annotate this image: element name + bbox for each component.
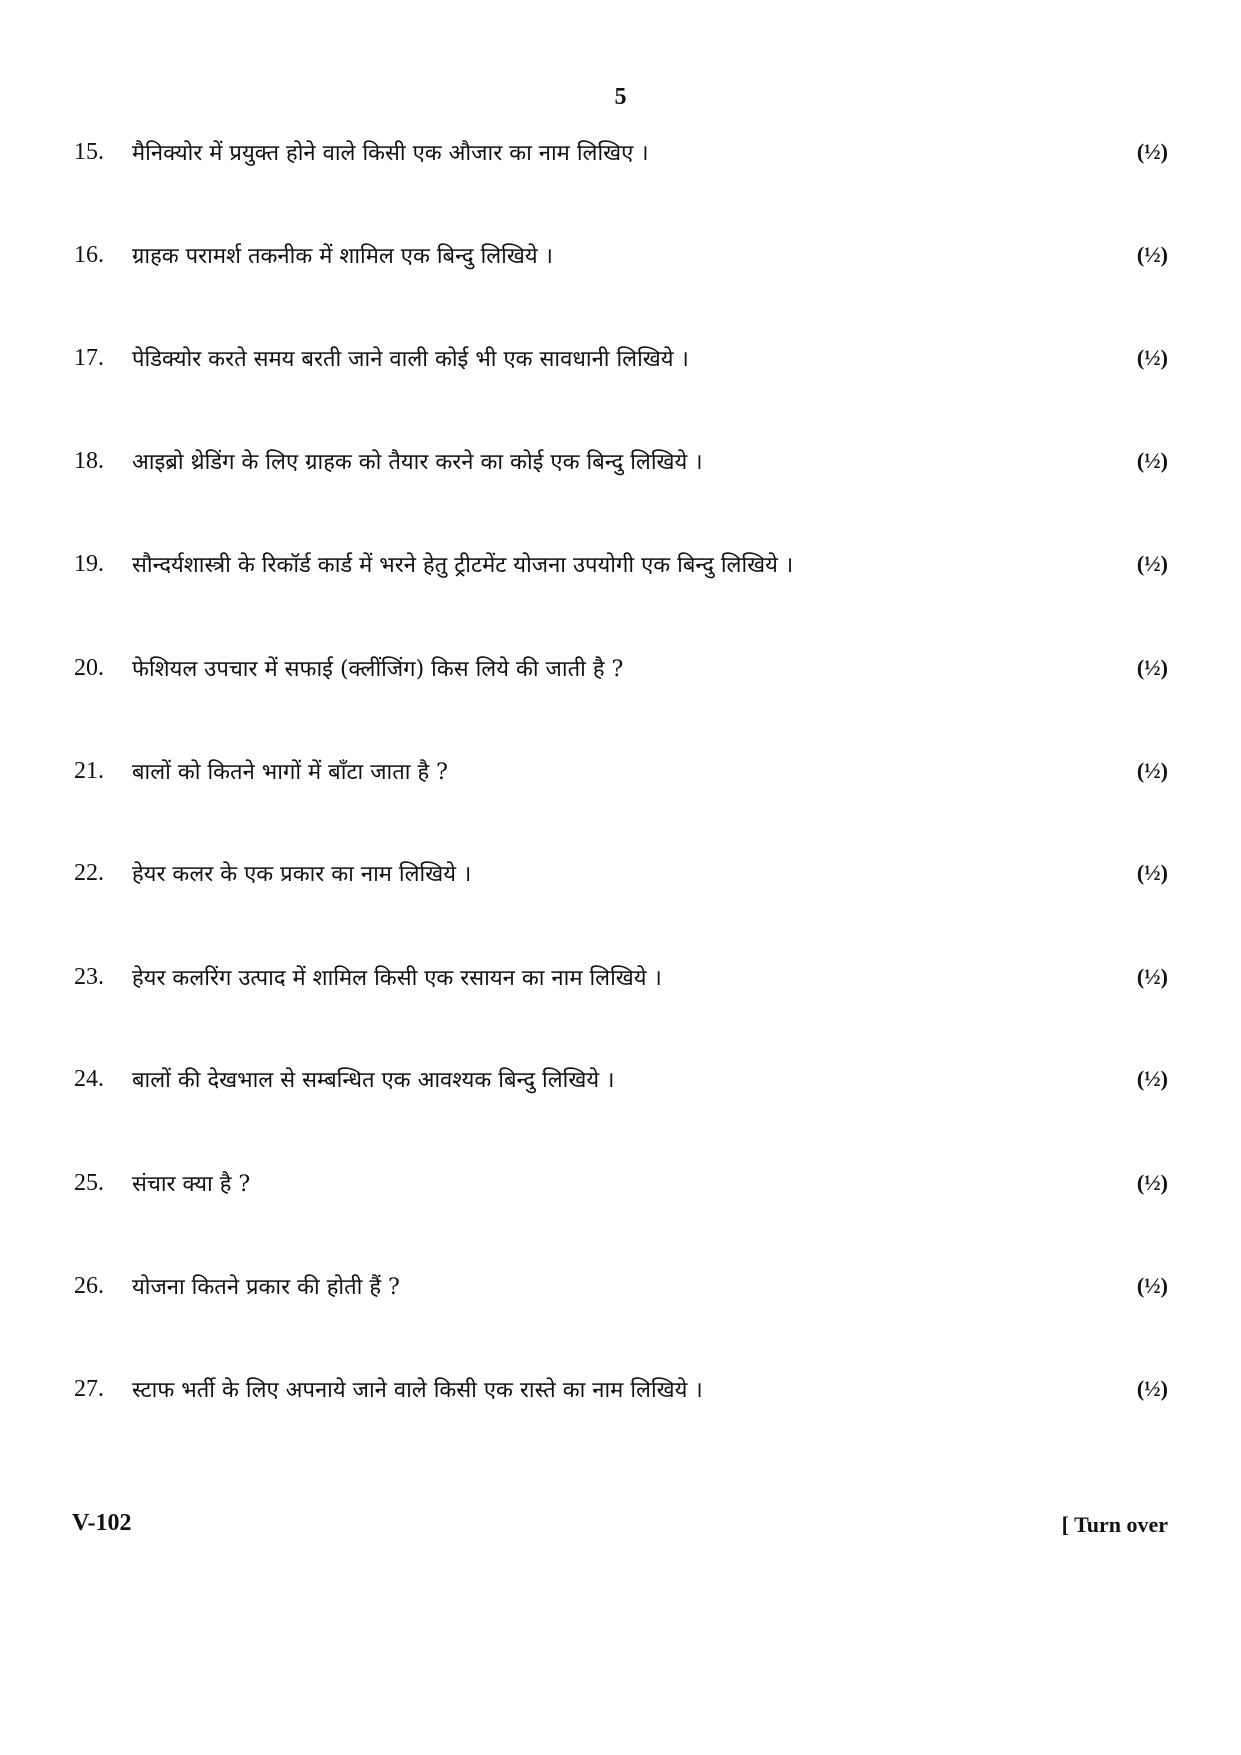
question-number: 26. <box>74 1272 104 1299</box>
turn-over-label: [ Turn over <box>1061 1512 1168 1537</box>
question-text: स्टाफ भर्ती के लिए अपनाये जाने वाले किसी एक रास्ते का नाम लिखिये । <box>132 1378 703 1403</box>
question-24 <box>74 1059 1168 1099</box>
question-marks: (½) <box>1136 1376 1168 1401</box>
question-marks: (½) <box>1136 345 1168 370</box>
question-number: 25. <box>74 1169 104 1196</box>
question-17 <box>74 338 1168 378</box>
question-number: 23. <box>74 963 104 990</box>
question-marks: (½) <box>1136 1273 1168 1298</box>
question-number: 15. <box>74 138 104 165</box>
question-15 <box>74 132 1168 172</box>
question-marks: (½) <box>1136 655 1168 680</box>
question-text: संचार क्या है ? <box>132 1172 251 1197</box>
question-marks: (½) <box>1136 242 1168 267</box>
question-18 <box>74 441 1168 481</box>
question-text: हेयर कलरिंग उत्पाद में शामिल किसी एक रसायन का नाम लिखिये । <box>132 966 662 991</box>
question-text: मैनिक्योर में प्रयुक्त होने वाले किसी एक औजार का नाम लिखिए । <box>132 141 649 166</box>
question-number: 19. <box>74 550 104 577</box>
question-number: 22. <box>74 859 104 886</box>
question-22 <box>74 853 1168 893</box>
question-number: 17. <box>74 344 104 371</box>
question-21 <box>74 751 1168 791</box>
question-25 <box>74 1163 1168 1203</box>
question-text: बालों को कितने भागों में बाँटा जाता है ? <box>132 760 448 785</box>
question-text: हेयर कलर के एक प्रकार का नाम लिखिये । <box>132 862 472 887</box>
question-text: पेडिक्योर करते समय बरती जाने वाली कोई भी एक सावधानी लिखिये । <box>132 347 689 372</box>
question-16 <box>74 235 1168 275</box>
question-20 <box>74 648 1168 688</box>
question-marks: (½) <box>1136 1170 1168 1195</box>
question-number: 21. <box>74 757 104 784</box>
question-text: सौन्दर्यशास्त्री के रिकॉर्ड कार्ड में भरने हेतु ट्रीटमेंट योजना उपयोगी एक बिन्दु लिखिये । <box>132 553 794 578</box>
question-number: 27. <box>74 1375 104 1402</box>
question-marks: (½) <box>1136 964 1168 989</box>
page-number: 5 <box>614 84 627 110</box>
question-number: 18. <box>74 447 104 474</box>
question-text: ग्राहक परामर्श तकनीक में शामिल एक बिन्दु लिखिये । <box>132 244 553 269</box>
question-marks: (½) <box>1136 139 1168 164</box>
question-number: 24. <box>74 1065 104 1092</box>
question-text: आइब्रो थ्रेडिंग के लिए ग्राहक को तैयार करने का कोई एक बिन्दु लिखिये । <box>132 450 703 475</box>
question-26 <box>74 1266 1168 1306</box>
question-text: बालों की देखभाल से सम्बन्धित एक आवश्यक बिन्दु लिखिये । <box>132 1068 615 1093</box>
question-marks: (½) <box>1136 860 1168 885</box>
paper-code: V-102 <box>72 1510 132 1536</box>
question-marks: (½) <box>1136 448 1168 473</box>
question-number: 20. <box>74 654 104 681</box>
question-text: फेशियल उपचार में सफाई (क्लींजिंग) किस लिये की जाती है ? <box>132 657 624 682</box>
question-19 <box>74 544 1168 584</box>
question-text: योजना कितने प्रकार की होती हैं ? <box>132 1275 400 1300</box>
question-marks: (½) <box>1136 758 1168 783</box>
question-marks: (½) <box>1136 1066 1168 1091</box>
question-number: 16. <box>74 241 104 268</box>
question-marks: (½) <box>1136 551 1168 576</box>
question-23 <box>74 957 1168 997</box>
question-27 <box>74 1369 1168 1409</box>
